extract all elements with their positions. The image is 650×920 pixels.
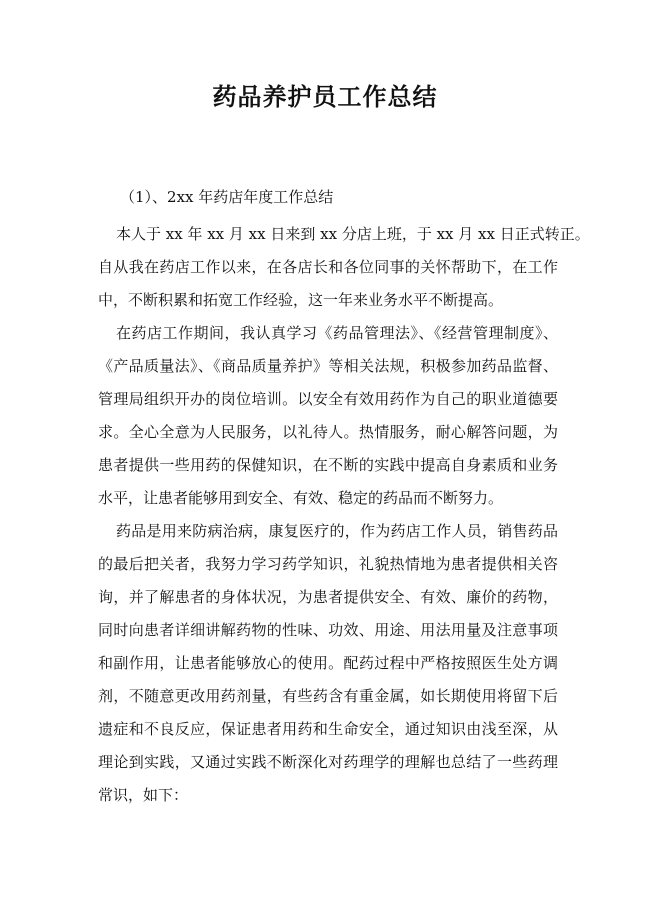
paragraph-line: 本人于 xx 年 xx 月 xx 日来到 xx 分店上班，于 xx 月 xx 日正式转正。 — [116, 225, 590, 243]
paragraph-line: 和副作用，让患者能够放心的使用。配药过程中严格按照医生处方调 — [98, 654, 558, 672]
paragraph-3 — [98, 515, 558, 812]
paragraph-line: 询，并了解患者的身体状况，为患者提供安全、有效、廉价的药物， — [98, 588, 558, 606]
paragraph-line: 《产品质量法》、《商品质量养护》等相关法规，积极参加药品监督、 — [98, 357, 558, 375]
paragraph-line: 管理局组织开办的岗位培训。以安全有效用药作为自己的职业道德要 — [98, 390, 558, 408]
section-heading: （1）、2xx 年药店年度工作总结 — [120, 188, 334, 206]
paragraph-1 — [98, 218, 590, 317]
paragraph-line: 自从我在药店工作以来，在各店长和各位同事的关怀帮助下，在工作 — [98, 258, 558, 276]
paragraph-line: 水平，让患者能够用到安全、有效、稳定的药品而不断努力。 — [98, 489, 504, 507]
paragraph-line: 同时向患者详细讲解药物的性味、功效、用途、用法用量及注意事项 — [98, 621, 558, 639]
paragraph-line: 药品是用来防病治病，康复医疗的，作为药店工作人员，销售药品 — [116, 522, 558, 540]
paragraph-line: 求。全心全意为人民服务，以礼待人。热情服务，耐心解答问题，为 — [98, 423, 558, 441]
paragraph-line: 中，不断积累和拓宽工作经验，这一年来业务水平不断提高。 — [98, 291, 504, 309]
paragraph-line: 遗症和不良反应，保证患者用药和生命安全，通过知识由浅至深，从 — [98, 720, 558, 738]
paragraph-line: 的最后把关者，我努力学习药学知识，礼貌热情地为患者提供相关咨 — [98, 555, 558, 573]
document-title: 药品养护员工作总结 — [212, 82, 438, 111]
paragraph-line: 在药店工作期间，我认真学习《药品管理法》、《经营管理制度》、 — [116, 324, 558, 342]
paragraph-line: 剂，不随意更改用药剂量，有些药含有重金属，如长期使用将留下后 — [98, 687, 558, 705]
paragraph-line: 常识，如下： — [98, 786, 189, 804]
document-body — [98, 218, 590, 812]
paragraph-2 — [98, 317, 558, 515]
paragraph-line: 理论到实践，又通过实践不断深化对药理学的理解也总结了一些药理 — [98, 753, 558, 771]
paragraph-line: 患者提供一些用药的保健知识，在不断的实践中提高自身素质和业务 — [98, 456, 558, 474]
